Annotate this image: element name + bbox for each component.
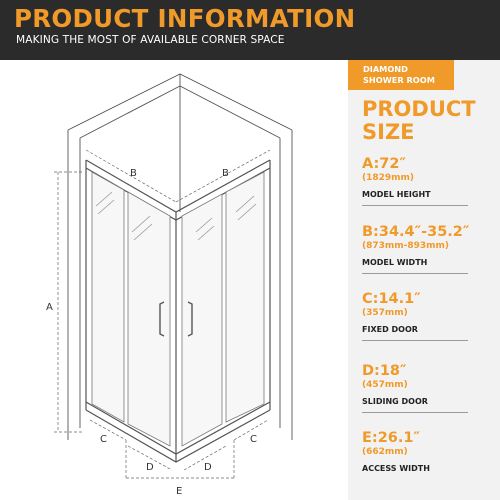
spec-b bbox=[362, 224, 469, 274]
spec-b-metric: (873mm-893mm) bbox=[362, 241, 450, 251]
header-bar bbox=[0, 0, 500, 60]
product-tag-line-2: SHOWER ROOM bbox=[363, 75, 435, 85]
spec-e bbox=[362, 430, 430, 473]
glass-panels bbox=[92, 172, 264, 446]
label-b-right: B bbox=[222, 168, 229, 179]
spec-e-label: ACCESS WIDTH bbox=[362, 464, 430, 473]
spec-d-label: SLIDING DOOR bbox=[362, 397, 428, 406]
spec-e-metric: (662mm) bbox=[362, 447, 408, 457]
spec-a bbox=[362, 156, 468, 206]
product-size-title-line-1: PRODUCT bbox=[362, 97, 476, 121]
spec-e-value: E:26.1″ bbox=[362, 430, 420, 446]
spec-c-divider bbox=[362, 340, 468, 341]
label-e: E bbox=[176, 486, 183, 497]
label-c-left: C bbox=[100, 434, 107, 445]
label-c-right: C bbox=[250, 434, 257, 445]
spec-b-divider bbox=[362, 273, 468, 274]
page-title: PRODUCT INFORMATION bbox=[14, 4, 356, 33]
spec-c-label: FIXED DOOR bbox=[362, 325, 418, 334]
spec-d-value: D:18″ bbox=[362, 363, 407, 379]
spec-c-value: C:14.1″ bbox=[362, 291, 421, 307]
spec-b-value: B:34.4″-35.2″ bbox=[362, 224, 470, 240]
spec-a-metric: (1829mm) bbox=[362, 173, 415, 183]
spec-a-value: A:72″ bbox=[362, 156, 406, 172]
spec-d-metric: (457mm) bbox=[362, 380, 408, 390]
label-b-left: B bbox=[130, 168, 137, 179]
spec-d bbox=[362, 363, 468, 413]
spec-c-metric: (357mm) bbox=[362, 308, 408, 318]
spec-b-label: MODEL WIDTH bbox=[362, 258, 428, 267]
page-subtitle: MAKING THE MOST OF AVAILABLE CORNER SPACE bbox=[16, 34, 285, 46]
spec-c bbox=[362, 291, 468, 341]
product-size-title-line-2: SIZE bbox=[362, 120, 415, 144]
product-tag bbox=[348, 60, 454, 90]
spec-d-divider bbox=[362, 412, 468, 413]
spec-a-label: MODEL HEIGHT bbox=[362, 190, 431, 199]
spec-a-divider bbox=[362, 205, 468, 206]
label-d-right: D bbox=[204, 462, 212, 473]
product-size-title bbox=[362, 98, 476, 144]
label-a: A bbox=[46, 302, 53, 313]
label-d-left: D bbox=[146, 462, 154, 473]
product-tag-line-1: DIAMOND bbox=[363, 64, 408, 74]
shower-diagram bbox=[0, 60, 348, 500]
